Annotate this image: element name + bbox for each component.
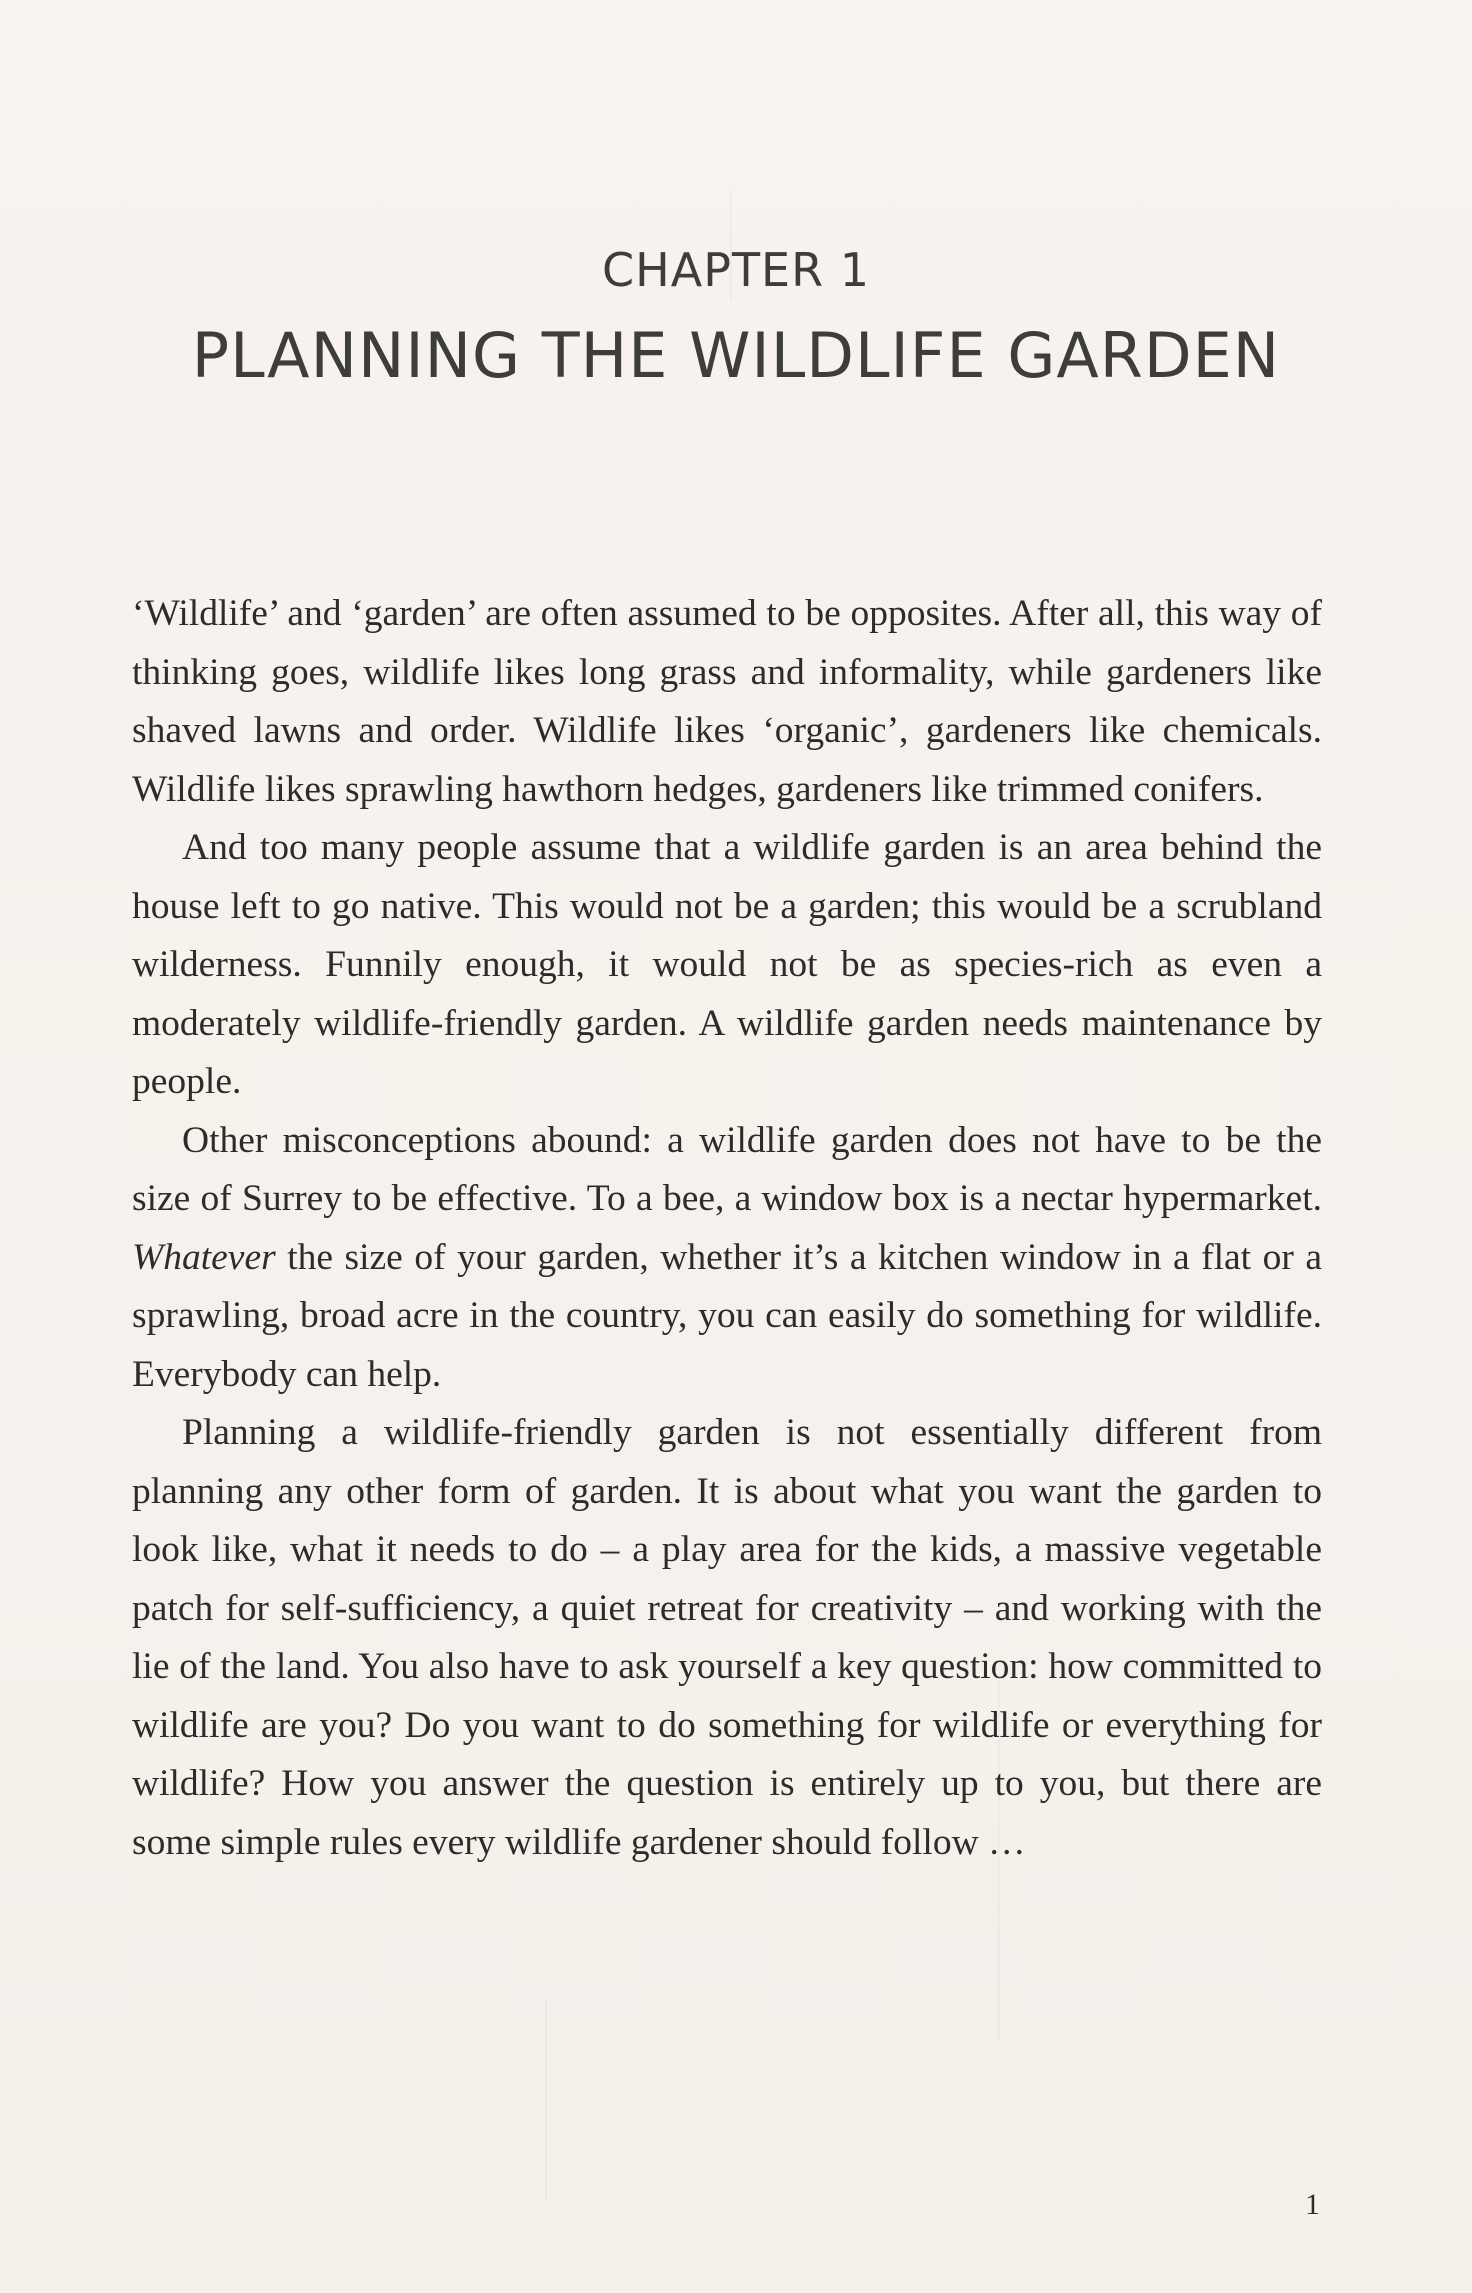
paragraph-text: Other misconceptions abound: a wildlife garden does not have to be the size of Surrey to be effective. To a bee, a window box is a nectar hypermarket.	[132, 1119, 1322, 1219]
paragraph	[132, 1112, 1322, 1405]
paragraph-text: the size of your garden, whether it’s a kitchen window in a flat or a sprawling, broad acre in the country, you can easily do something for wildlife. Everybody can help.	[132, 1236, 1322, 1395]
paragraph: Planning a wildlife-friendly garden is not essentially different from planning any other form of garden. It is about what you want the garden to look like, what it needs to do – a play area for the kids, a massive vegetable patch for self-sufficiency, a quiet retreat for creativity – and working with the lie of the land. You also have to ask yourself a key question: how committed to wildlife are you? Do you want to do something for wildlife or everything for wildlife? How you answer the question is entirely up to you, but there are some simple rules every wildlife gardener should follow …	[132, 1412, 1322, 1863]
paragraph: And too many people assume that a wildlife garden is an area behind the house left to go native. This would not be a garden; this would be a scrubland wilderness. Funnily enough, it would not be as species-rich as even a moderately wildlife-friendly garden. A wildlife garden needs maintenance by people.	[132, 827, 1322, 1102]
show-through-mark	[545, 2000, 547, 2200]
emphasized-word: Whatever	[132, 1236, 276, 1278]
chapter-label: CHAPTER 1	[602, 243, 870, 297]
page-number: 1	[1305, 2188, 1320, 2221]
paragraph: ‘Wildlife’ and ‘garden’ are often assumed to be opposites. After all, this way of thinking goes, wildlife likes long grass and informality, while gardeners like shaved lawns and order. Wildlife likes ‘organic’, gardeners like chemicals. Wildlife likes sprawling hawthorn hedges, gardeners like trimmed conifers.	[132, 593, 1322, 810]
chapter-body	[132, 585, 1322, 1872]
chapter-title: PLANNING THE WILDLIFE GARDEN	[191, 319, 1281, 392]
